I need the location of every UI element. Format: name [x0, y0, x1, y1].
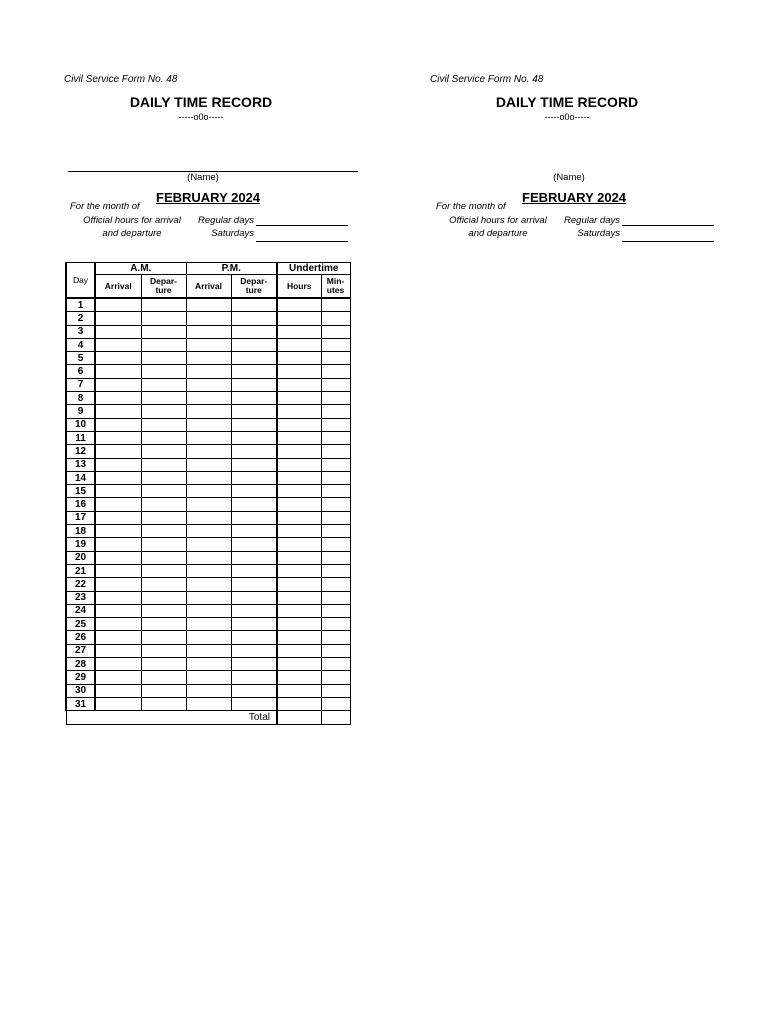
- day-number: 13: [66, 458, 95, 471]
- day-row: [66, 485, 350, 498]
- month-label: For the month of: [70, 201, 140, 212]
- day-row: [66, 631, 350, 644]
- pm-departure-cell[interactable]: [231, 485, 277, 498]
- pm-arrival-cell[interactable]: [186, 697, 231, 710]
- am-departure-cell[interactable]: [141, 538, 186, 551]
- pm-departure-cell[interactable]: [231, 352, 277, 365]
- am-departure-cell[interactable]: [141, 564, 186, 577]
- day-number: 8: [66, 392, 95, 405]
- pm-departure-cell[interactable]: [231, 378, 277, 391]
- pm-departure-cell[interactable]: [231, 312, 277, 325]
- am-departure-cell[interactable]: [141, 551, 186, 564]
- day-number: 6: [66, 365, 95, 378]
- pm-departure-cell[interactable]: [231, 671, 277, 684]
- undertime-hours-cell[interactable]: [277, 498, 321, 511]
- pm-arrival-cell[interactable]: [186, 298, 231, 312]
- undertime-hours-cell[interactable]: [277, 365, 321, 378]
- undertime-hours-cell[interactable]: [277, 551, 321, 564]
- am-departure-cell[interactable]: [141, 352, 186, 365]
- undertime-minutes-cell[interactable]: [321, 538, 350, 551]
- official-hours-label-cont: and departure: [468, 228, 528, 239]
- pm-arrival-cell[interactable]: [186, 325, 231, 338]
- regular-days-label: Regular days: [198, 215, 254, 226]
- day-number: 1: [66, 298, 95, 312]
- day-row: [66, 445, 350, 458]
- undertime-header: Undertime: [277, 263, 350, 275]
- day-row: [66, 312, 350, 325]
- undertime-minutes-cell[interactable]: [321, 485, 350, 498]
- pm-arrival-cell[interactable]: [186, 365, 231, 378]
- am-arrival-cell[interactable]: [95, 498, 141, 511]
- am-arrival-cell[interactable]: [95, 525, 141, 538]
- pm-arrival-cell[interactable]: [186, 684, 231, 697]
- undertime-hours-cell[interactable]: [277, 392, 321, 405]
- am-departure-cell[interactable]: [141, 591, 186, 604]
- day-number: 24: [66, 604, 95, 617]
- day-number: 15: [66, 485, 95, 498]
- pm-departure-cell[interactable]: [231, 471, 277, 484]
- undertime-hours-cell[interactable]: [277, 564, 321, 577]
- am-arrival-cell[interactable]: [95, 392, 141, 405]
- am-arrival-cell[interactable]: [95, 644, 141, 657]
- am-arrival-cell[interactable]: [95, 684, 141, 697]
- pm-arrival-cell[interactable]: [186, 352, 231, 365]
- undertime-minutes-cell[interactable]: [321, 671, 350, 684]
- name-label: (Name): [553, 172, 585, 183]
- pm-arrival-cell[interactable]: [186, 525, 231, 538]
- am-departure-cell[interactable]: [141, 325, 186, 338]
- dtr-form-right: [426, 0, 726, 760]
- day-number: 7: [66, 378, 95, 391]
- day-row: [66, 392, 350, 405]
- am-arrival-cell[interactable]: [95, 352, 141, 365]
- am-arrival-cell[interactable]: [95, 591, 141, 604]
- am-arrival-cell[interactable]: [95, 511, 141, 524]
- pm-departure-cell[interactable]: [231, 298, 277, 312]
- undertime-minutes-cell[interactable]: [321, 298, 350, 312]
- day-number: 26: [66, 631, 95, 644]
- day-row: [66, 352, 350, 365]
- saturdays-label: Saturdays: [577, 228, 620, 239]
- am-departure-cell[interactable]: [141, 445, 186, 458]
- day-row: [66, 405, 350, 418]
- am-departure-cell[interactable]: [141, 298, 186, 312]
- undertime-minutes-cell[interactable]: [321, 525, 350, 538]
- undertime-minutes-cell[interactable]: [321, 631, 350, 644]
- pm-departure-cell[interactable]: [231, 697, 277, 710]
- undertime-minutes-cell[interactable]: [321, 471, 350, 484]
- pm-departure-cell[interactable]: [231, 365, 277, 378]
- am-arrival-cell[interactable]: [95, 312, 141, 325]
- pm-departure-cell[interactable]: [231, 392, 277, 405]
- official-hours-label-cont: and departure: [102, 228, 162, 239]
- undertime-minutes-cell[interactable]: [321, 352, 350, 365]
- am-departure-cell[interactable]: [141, 485, 186, 498]
- pm-departure-cell[interactable]: [231, 631, 277, 644]
- day-number: 5: [66, 352, 95, 365]
- undertime-minutes-cell[interactable]: [321, 392, 350, 405]
- day-row: [66, 338, 350, 351]
- day-row: [66, 618, 350, 631]
- am-departure-cell[interactable]: [141, 511, 186, 524]
- undertime-minutes-cell[interactable]: [321, 684, 350, 697]
- official-hours-label: Official hours for arrival: [449, 215, 547, 226]
- am-arrival-cell[interactable]: [95, 618, 141, 631]
- undertime-hours-cell[interactable]: [277, 604, 321, 617]
- pm-arrival-cell[interactable]: [186, 631, 231, 644]
- undertime-hours-cell[interactable]: [277, 511, 321, 524]
- undertime-hours-cell[interactable]: [277, 445, 321, 458]
- undertime-minutes-cell[interactable]: [321, 312, 350, 325]
- pm-arrival-cell[interactable]: [186, 671, 231, 684]
- undertime-hours-cell[interactable]: [277, 378, 321, 391]
- pm-arrival-header: Arrival: [186, 275, 231, 299]
- pm-arrival-cell[interactable]: [186, 538, 231, 551]
- am-departure-cell[interactable]: [141, 618, 186, 631]
- am-header: A.M.: [95, 263, 186, 275]
- undertime-hours-cell[interactable]: [277, 578, 321, 591]
- undertime-hours-cell[interactable]: [277, 591, 321, 604]
- pm-arrival-cell[interactable]: [186, 338, 231, 351]
- am-departure-cell[interactable]: [141, 471, 186, 484]
- time-record-table: [65, 262, 351, 725]
- day-row: [66, 498, 350, 511]
- day-row: [66, 431, 350, 444]
- pm-departure-cell[interactable]: [231, 564, 277, 577]
- am-arrival-cell[interactable]: [95, 431, 141, 444]
- pm-arrival-cell[interactable]: [186, 405, 231, 418]
- undertime-minutes-cell[interactable]: [321, 644, 350, 657]
- am-departure-cell[interactable]: [141, 365, 186, 378]
- am-departure-cell[interactable]: [141, 458, 186, 471]
- saturdays-field-line[interactable]: [256, 241, 348, 242]
- pm-departure-cell[interactable]: [231, 325, 277, 338]
- day-number: 27: [66, 644, 95, 657]
- undertime-hours-cell[interactable]: [277, 671, 321, 684]
- regular-days-label: Regular days: [564, 215, 620, 226]
- pm-departure-header: Depar- ture: [231, 275, 277, 299]
- day-row: [66, 471, 350, 484]
- pm-arrival-cell[interactable]: [186, 604, 231, 617]
- undertime-hours-cell[interactable]: [277, 298, 321, 312]
- name-label: (Name): [187, 172, 219, 183]
- pm-arrival-cell[interactable]: [186, 658, 231, 671]
- am-departure-cell[interactable]: [141, 644, 186, 657]
- pm-arrival-cell[interactable]: [186, 418, 231, 431]
- pm-arrival-cell[interactable]: [186, 445, 231, 458]
- undertime-hours-cell[interactable]: [277, 684, 321, 697]
- am-arrival-header: Arrival: [95, 275, 141, 299]
- pm-departure-cell[interactable]: [231, 551, 277, 564]
- pm-departure-cell[interactable]: [231, 498, 277, 511]
- pm-arrival-cell[interactable]: [186, 551, 231, 564]
- title-ornament: -----o0o-----: [178, 112, 224, 122]
- pm-departure-cell[interactable]: [231, 591, 277, 604]
- day-number: 10: [66, 418, 95, 431]
- regular-days-field-line[interactable]: [622, 225, 714, 226]
- am-arrival-cell[interactable]: [95, 604, 141, 617]
- am-arrival-cell[interactable]: [95, 551, 141, 564]
- pm-departure-cell[interactable]: [231, 618, 277, 631]
- am-arrival-cell[interactable]: [95, 578, 141, 591]
- undertime-hours-cell[interactable]: [277, 658, 321, 671]
- pm-header: P.M.: [186, 263, 277, 275]
- day-number: 17: [66, 511, 95, 524]
- day-number: 25: [66, 618, 95, 631]
- undertime-hours-cell[interactable]: [277, 325, 321, 338]
- undertime-hours-cell[interactable]: [277, 418, 321, 431]
- day-row: [66, 591, 350, 604]
- total-hours-cell[interactable]: [277, 711, 321, 725]
- undertime-minutes-cell[interactable]: [321, 658, 350, 671]
- day-row: [66, 418, 350, 431]
- am-departure-cell[interactable]: [141, 338, 186, 351]
- undertime-hours-cell[interactable]: [277, 697, 321, 710]
- am-departure-cell[interactable]: [141, 431, 186, 444]
- undertime-minutes-cell[interactable]: [321, 498, 350, 511]
- am-departure-cell[interactable]: [141, 392, 186, 405]
- day-header: Day: [66, 263, 95, 299]
- day-number: 16: [66, 498, 95, 511]
- day-row: [66, 697, 350, 710]
- am-departure-cell[interactable]: [141, 312, 186, 325]
- saturdays-field-line[interactable]: [622, 241, 714, 242]
- pm-arrival-cell[interactable]: [186, 591, 231, 604]
- undertime-minutes-cell[interactable]: [321, 511, 350, 524]
- am-arrival-cell[interactable]: [95, 671, 141, 684]
- pm-arrival-cell[interactable]: [186, 498, 231, 511]
- undertime-hours-cell[interactable]: [277, 471, 321, 484]
- day-row: [66, 538, 350, 551]
- title-ornament: -----o0o-----: [544, 112, 590, 122]
- pm-departure-cell[interactable]: [231, 684, 277, 697]
- official-hours-label: Official hours for arrival: [83, 215, 181, 226]
- am-departure-cell[interactable]: [141, 684, 186, 697]
- day-number: 14: [66, 471, 95, 484]
- day-number: 2: [66, 312, 95, 325]
- undertime-minutes-cell[interactable]: [321, 578, 350, 591]
- day-row: [66, 644, 350, 657]
- pm-arrival-cell[interactable]: [186, 644, 231, 657]
- day-number: 19: [66, 538, 95, 551]
- day-row: [66, 365, 350, 378]
- day-number: 4: [66, 338, 95, 351]
- pm-departure-cell[interactable]: [231, 338, 277, 351]
- undertime-hours-cell[interactable]: [277, 431, 321, 444]
- undertime-hours-cell[interactable]: [277, 312, 321, 325]
- am-departure-cell[interactable]: [141, 525, 186, 538]
- day-row: [66, 578, 350, 591]
- day-row: [66, 658, 350, 671]
- am-arrival-cell[interactable]: [95, 697, 141, 710]
- day-row: [66, 684, 350, 697]
- undertime-minutes-cell[interactable]: [321, 378, 350, 391]
- undertime-hours-cell[interactable]: [277, 485, 321, 498]
- pm-departure-cell[interactable]: [231, 658, 277, 671]
- am-departure-cell[interactable]: [141, 378, 186, 391]
- am-arrival-cell[interactable]: [95, 418, 141, 431]
- dtr-form-left: [60, 0, 360, 760]
- pm-departure-cell[interactable]: [231, 458, 277, 471]
- am-arrival-cell[interactable]: [95, 658, 141, 671]
- am-arrival-cell[interactable]: [95, 458, 141, 471]
- day-row: [66, 511, 350, 524]
- am-departure-cell[interactable]: [141, 418, 186, 431]
- day-number: 29: [66, 671, 95, 684]
- am-arrival-cell[interactable]: [95, 405, 141, 418]
- undertime-minutes-cell[interactable]: [321, 418, 350, 431]
- am-departure-cell[interactable]: [141, 498, 186, 511]
- am-departure-header: Depar- ture: [141, 275, 186, 299]
- pm-departure-cell[interactable]: [231, 418, 277, 431]
- pm-departure-cell[interactable]: [231, 431, 277, 444]
- undertime-minutes-cell[interactable]: [321, 338, 350, 351]
- pm-departure-cell[interactable]: [231, 604, 277, 617]
- day-row: [66, 298, 350, 312]
- am-arrival-cell[interactable]: [95, 445, 141, 458]
- am-arrival-cell[interactable]: [95, 365, 141, 378]
- undertime-hours-cell[interactable]: [277, 458, 321, 471]
- undertime-hours-cell[interactable]: [277, 618, 321, 631]
- undertime-minutes-cell[interactable]: [321, 564, 350, 577]
- am-departure-cell[interactable]: [141, 697, 186, 710]
- month-label: For the month of: [436, 201, 506, 212]
- pm-departure-cell[interactable]: [231, 578, 277, 591]
- am-arrival-cell[interactable]: [95, 378, 141, 391]
- day-number: 11: [66, 431, 95, 444]
- month-value: FEBRUARY 2024: [156, 190, 261, 205]
- regular-days-field-line[interactable]: [256, 225, 348, 226]
- undertime-minutes-cell[interactable]: [321, 551, 350, 564]
- am-arrival-cell[interactable]: [95, 564, 141, 577]
- total-label: Total: [66, 711, 277, 725]
- pm-arrival-cell[interactable]: [186, 564, 231, 577]
- form-title: DAILY TIME RECORD: [129, 94, 273, 110]
- am-arrival-cell[interactable]: [95, 538, 141, 551]
- day-number: 28: [66, 658, 95, 671]
- pm-arrival-cell[interactable]: [186, 578, 231, 591]
- undertime-minutes-cell[interactable]: [321, 431, 350, 444]
- am-arrival-cell[interactable]: [95, 338, 141, 351]
- am-arrival-cell[interactable]: [95, 471, 141, 484]
- month-value: FEBRUARY 2024: [522, 190, 627, 205]
- form-number: Civil Service Form No. 48: [64, 74, 178, 85]
- am-departure-cell[interactable]: [141, 578, 186, 591]
- pm-arrival-cell[interactable]: [186, 378, 231, 391]
- pm-arrival-cell[interactable]: [186, 471, 231, 484]
- saturdays-label: Saturdays: [211, 228, 254, 239]
- undertime-minutes-cell[interactable]: [321, 365, 350, 378]
- undertime-minutes-cell[interactable]: [321, 325, 350, 338]
- am-arrival-cell[interactable]: [95, 485, 141, 498]
- undertime-hours-cell[interactable]: [277, 525, 321, 538]
- pm-departure-cell[interactable]: [231, 525, 277, 538]
- day-number: 22: [66, 578, 95, 591]
- day-number: 20: [66, 551, 95, 564]
- pm-departure-cell[interactable]: [231, 644, 277, 657]
- pm-arrival-cell[interactable]: [186, 618, 231, 631]
- pm-arrival-cell[interactable]: [186, 511, 231, 524]
- undertime-minutes-cell[interactable]: [321, 591, 350, 604]
- day-number: 23: [66, 591, 95, 604]
- pm-arrival-cell[interactable]: [186, 485, 231, 498]
- undertime-hours-cell[interactable]: [277, 538, 321, 551]
- pm-arrival-cell[interactable]: [186, 458, 231, 471]
- day-row: [66, 325, 350, 338]
- day-row: [66, 564, 350, 577]
- pm-arrival-cell[interactable]: [186, 392, 231, 405]
- undertime-hours-cell[interactable]: [277, 644, 321, 657]
- day-number: 30: [66, 684, 95, 697]
- am-departure-cell[interactable]: [141, 658, 186, 671]
- undertime-minutes-cell[interactable]: [321, 618, 350, 631]
- undertime-minutes-header: Min- utes: [321, 275, 350, 299]
- form-title: DAILY TIME RECORD: [495, 94, 639, 110]
- day-number: 18: [66, 525, 95, 538]
- am-departure-cell[interactable]: [141, 405, 186, 418]
- day-number: 31: [66, 697, 95, 710]
- undertime-minutes-cell[interactable]: [321, 697, 350, 710]
- day-row: [66, 458, 350, 471]
- undertime-minutes-cell[interactable]: [321, 405, 350, 418]
- undertime-minutes-cell[interactable]: [321, 458, 350, 471]
- undertime-hours-cell[interactable]: [277, 352, 321, 365]
- form-number: Civil Service Form No. 48: [430, 74, 544, 85]
- day-number: 21: [66, 564, 95, 577]
- day-row: [66, 604, 350, 617]
- am-arrival-cell[interactable]: [95, 631, 141, 644]
- am-departure-cell[interactable]: [141, 604, 186, 617]
- day-row: [66, 671, 350, 684]
- undertime-hours-cell[interactable]: [277, 405, 321, 418]
- day-row: [66, 525, 350, 538]
- total-minutes-cell[interactable]: [321, 711, 350, 725]
- undertime-minutes-cell[interactable]: [321, 604, 350, 617]
- day-number: 12: [66, 445, 95, 458]
- pm-arrival-cell[interactable]: [186, 431, 231, 444]
- undertime-hours-cell[interactable]: [277, 338, 321, 351]
- am-departure-cell[interactable]: [141, 631, 186, 644]
- pm-departure-cell[interactable]: [231, 405, 277, 418]
- pm-arrival-cell[interactable]: [186, 312, 231, 325]
- day-number: 3: [66, 325, 95, 338]
- am-arrival-cell[interactable]: [95, 298, 141, 312]
- day-row: [66, 378, 350, 391]
- am-arrival-cell[interactable]: [95, 325, 141, 338]
- undertime-hours-cell[interactable]: [277, 631, 321, 644]
- pm-departure-cell[interactable]: [231, 445, 277, 458]
- pm-departure-cell[interactable]: [231, 538, 277, 551]
- day-number: 9: [66, 405, 95, 418]
- am-departure-cell[interactable]: [141, 671, 186, 684]
- pm-departure-cell[interactable]: [231, 511, 277, 524]
- undertime-hours-header: Hours: [277, 275, 321, 299]
- undertime-minutes-cell[interactable]: [321, 445, 350, 458]
- day-row: [66, 551, 350, 564]
